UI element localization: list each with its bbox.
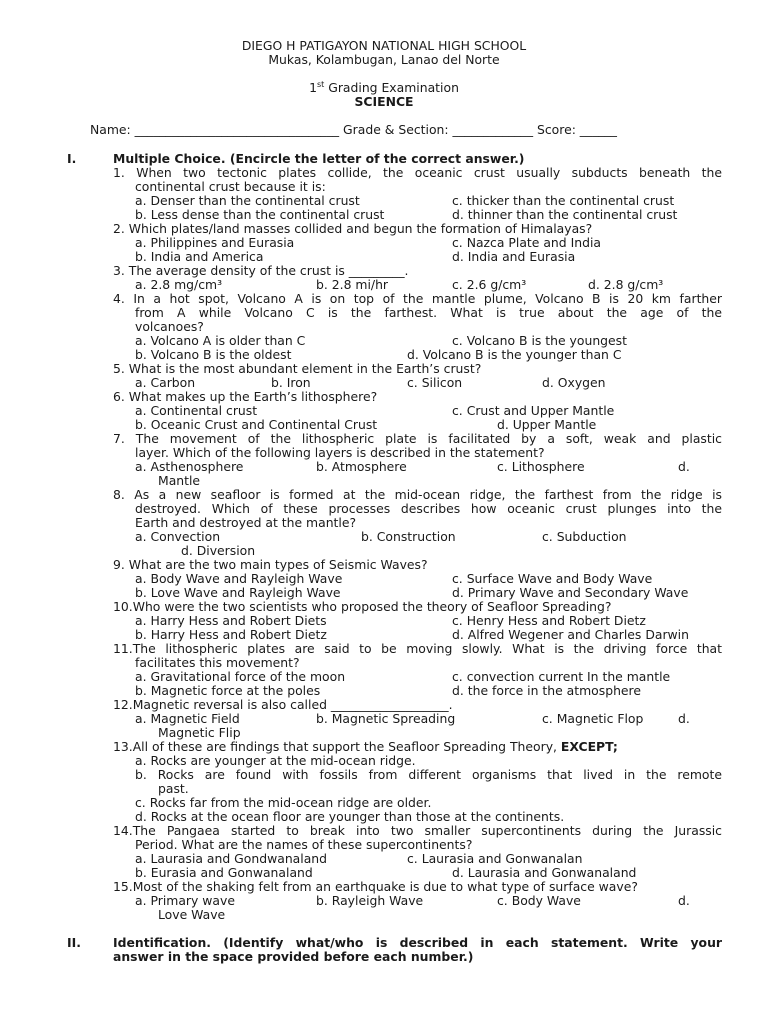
q8-text-line2: destroyed. Which of these processes describes how oceanic crust plunges into the bbox=[135, 501, 722, 516]
q15-choice-d-text[interactable]: Love Wave bbox=[158, 907, 226, 922]
q13-choice-b[interactable]: b. Rocks are found with fossils from different organisms that lived in the remote bbox=[135, 767, 722, 782]
q8-text-line3: Earth and destroyed at the mantle? bbox=[135, 515, 357, 530]
part1-numeral: I. bbox=[67, 151, 77, 166]
q12-choice-c[interactable]: c. Magnetic Flop bbox=[542, 711, 644, 726]
q12-choice-d-text[interactable]: Magnetic Flip bbox=[158, 725, 241, 740]
q1-text-line1: 1. When two tectonic plates collide, the oceanic crust usually subducts beneath the bbox=[113, 165, 722, 180]
q5-text-line1: 5. What is the most abundant element in the Earth’s crust? bbox=[113, 361, 482, 376]
q15-text-line1: 15.Most of the shaking felt from an earthquake is due to what type of surface wave? bbox=[113, 879, 638, 894]
q7-text-line2: layer. Which of the following layers is described in the statement? bbox=[135, 445, 545, 460]
q6-choice-d[interactable]: d. Upper Mantle bbox=[497, 417, 597, 432]
q10-text-line1: 10.Who were the two scientists who proposed the theory of Seafloor Spreading? bbox=[113, 599, 612, 614]
q5-choice-b[interactable]: b. Iron bbox=[271, 375, 311, 390]
q2-choice-c[interactable]: c. Nazca Plate and India bbox=[452, 235, 601, 250]
q7-choice-a[interactable]: a. Asthenosphere bbox=[135, 459, 244, 474]
q14-choice-b[interactable]: b. Eurasia and Gonwanaland bbox=[135, 865, 313, 880]
q4-choice-a[interactable]: a. Volcano A is older than C bbox=[135, 333, 306, 348]
q13-except-label: EXCEPT; bbox=[560, 739, 618, 754]
q13-choice-a[interactable]: a. Rocks are younger at the mid-ocean ridge. bbox=[135, 753, 416, 768]
q15-choice-d[interactable]: d. bbox=[678, 893, 690, 908]
q6-choice-a[interactable]: a. Continental crust bbox=[135, 403, 258, 418]
q11-choice-a[interactable]: a. Gravitational force of the moon bbox=[135, 669, 346, 684]
q2-choice-a[interactable]: a. Philippines and Eurasia bbox=[135, 235, 295, 250]
q13-text-line1 bbox=[113, 740, 618, 754]
q14-choice-c[interactable]: c. Laurasia and Gonwanalan bbox=[407, 851, 583, 866]
q2-choice-b[interactable]: b. India and America bbox=[135, 249, 264, 264]
subject-title: SCIENCE bbox=[354, 94, 414, 109]
q4-text-line3: volcanoes? bbox=[135, 319, 204, 334]
q9-choice-b[interactable]: b. Love Wave and Rayleigh Wave bbox=[135, 585, 341, 600]
q11-text-line1: 11.The lithospheric plates are said to be moving slowly. What is the driving force that bbox=[113, 641, 722, 656]
q14-choice-a[interactable]: a. Laurasia and Gondwanaland bbox=[135, 851, 328, 866]
q12-choice-b[interactable]: b. Magnetic Spreading bbox=[316, 711, 456, 726]
part1-heading: Multiple Choice. (Encircle the letter of the correct answer.) bbox=[113, 151, 525, 166]
part2-heading-line2: answer in the space provided before each number.) bbox=[113, 949, 474, 964]
exam-ordinal: 1 bbox=[309, 80, 317, 95]
q1-choice-d[interactable]: d. thinner than the continental crust bbox=[452, 207, 678, 222]
q7-text-line1: 7. The movement of the lithospheric plate is facilitated by a soft, weak and plastic bbox=[113, 431, 722, 446]
q10-choice-a[interactable]: a. Harry Hess and Robert Diets bbox=[135, 613, 327, 628]
q8-choice-d[interactable]: d. Diversion bbox=[181, 543, 256, 558]
q4-choice-b[interactable]: b. Volcano B is the oldest bbox=[135, 347, 292, 362]
q13-choice-d[interactable]: d. Rocks at the ocean floor are younger than those at the continents. bbox=[135, 809, 565, 824]
q11-choice-b[interactable]: b. Magnetic force at the poles bbox=[135, 683, 321, 698]
q12-choice-d[interactable]: d. bbox=[678, 711, 690, 726]
q3-choice-c[interactable]: c. 2.6 g/cm³ bbox=[452, 277, 527, 292]
q9-text-line1: 9. What are the two main types of Seismic Waves? bbox=[113, 557, 428, 572]
q10-choice-d[interactable]: d. Alfred Wegener and Charles Darwin bbox=[452, 627, 689, 642]
school-address: Mukas, Kolambugan, Lanao del Norte bbox=[268, 52, 500, 67]
q1-choice-b[interactable]: b. Less dense than the continental crust bbox=[135, 207, 385, 222]
q9-choice-a[interactable]: a. Body Wave and Rayleigh Wave bbox=[135, 571, 343, 586]
q1-text-line2: continental crust because it is: bbox=[135, 179, 326, 194]
q3-choice-b[interactable]: b. 2.8 mi/hr bbox=[316, 277, 389, 292]
q6-choice-b[interactable]: b. Oceanic Crust and Continental Crust bbox=[135, 417, 378, 432]
q9-choice-c[interactable]: c. Surface Wave and Body Wave bbox=[452, 571, 653, 586]
q6-text-line1: 6. What makes up the Earth’s lithosphere? bbox=[113, 389, 378, 404]
q2-text-line1: 2. Which plates/land masses collided and begun the formation of Himalayas? bbox=[113, 221, 593, 236]
q1-choice-a[interactable]: a. Denser than the continental crust bbox=[135, 193, 360, 208]
q11-choice-d[interactable]: d. the force in the atmosphere bbox=[452, 683, 642, 698]
q7-choice-c[interactable]: c. Lithosphere bbox=[497, 459, 585, 474]
q14-text-line1: 14.The Pangaea started to break into two smaller supercontinents during the Jurassic bbox=[113, 823, 722, 838]
q9-choice-d[interactable]: d. Primary Wave and Secondary Wave bbox=[452, 585, 689, 600]
q15-choice-a[interactable]: a. Primary wave bbox=[135, 893, 235, 908]
q7-choice-d[interactable]: d. bbox=[678, 459, 690, 474]
q7-choice-d-text[interactable]: Mantle bbox=[158, 473, 201, 488]
q12-choice-a[interactable]: a. Magnetic Field bbox=[135, 711, 240, 726]
q5-choice-a[interactable]: a. Carbon bbox=[135, 375, 196, 390]
q13-choice-c[interactable]: c. Rocks far from the mid-ocean ridge are older. bbox=[135, 795, 432, 810]
q8-choice-a[interactable]: a. Convection bbox=[135, 529, 221, 544]
q11-text-line2: facilitates this movement? bbox=[135, 655, 300, 670]
exam-title bbox=[0, 81, 768, 95]
q3-choice-d[interactable]: d. 2.8 g/cm³ bbox=[588, 277, 664, 292]
part2-numeral: II. bbox=[67, 935, 81, 950]
q10-choice-b[interactable]: b. Harry Hess and Robert Dietz bbox=[135, 627, 327, 642]
exam-ordinal-suffix: st bbox=[316, 79, 325, 89]
q1-choice-c[interactable]: c. thicker than the continental crust bbox=[452, 193, 675, 208]
q4-text-line2: from A while Volcano C is the farthest. What is true about the age of the bbox=[135, 305, 722, 320]
q8-text-line1: 8. As a new seafloor is formed at the mid-ocean ridge, the farthest from the ridge is bbox=[113, 487, 722, 502]
q13-choice-b-cont[interactable]: past. bbox=[158, 781, 189, 796]
q6-choice-c[interactable]: c. Crust and Upper Mantle bbox=[452, 403, 615, 418]
q4-text-line1: 4. In a hot spot, Volcano A is on top of the mantle plume, Volcano B is 20 km farther bbox=[113, 291, 722, 306]
q11-choice-c[interactable]: c. convection current In the mantle bbox=[452, 669, 671, 684]
q8-choice-b[interactable]: b. Construction bbox=[361, 529, 456, 544]
q5-choice-c[interactable]: c. Silicon bbox=[407, 375, 463, 390]
exam-title-text: Grading Examination bbox=[324, 80, 459, 95]
q8-choice-c[interactable]: c. Subduction bbox=[542, 529, 627, 544]
q3-choice-a[interactable]: a. 2.8 mg/cm³ bbox=[135, 277, 223, 292]
q4-choice-d[interactable]: d. Volcano B is the younger than C bbox=[407, 347, 622, 362]
q10-choice-c[interactable]: c. Henry Hess and Robert Dietz bbox=[452, 613, 646, 628]
q13-text-main: 13.All of these are findings that support the Seafloor Spreading Theory, bbox=[113, 739, 561, 754]
q15-choice-c[interactable]: c. Body Wave bbox=[497, 893, 581, 908]
q2-choice-d[interactable]: d. India and Eurasia bbox=[452, 249, 576, 264]
q3-text-line1: 3. The average density of the crust is _________. bbox=[113, 263, 409, 278]
q14-choice-d[interactable]: d. Laurasia and Gonwanaland bbox=[452, 865, 637, 880]
q7-choice-b[interactable]: b. Atmosphere bbox=[316, 459, 407, 474]
student-info-line: Name: _________________________________ Grade & Section: _____________ Score: ______ bbox=[90, 122, 617, 137]
q15-choice-b[interactable]: b. Rayleigh Wave bbox=[316, 893, 424, 908]
school-name: DIEGO H PATIGAYON NATIONAL HIGH SCHOOL bbox=[241, 38, 527, 53]
q12-text-line1: 12.Magnetic reversal is also called ___________________. bbox=[113, 697, 453, 712]
q4-choice-c[interactable]: c. Volcano B is the youngest bbox=[452, 333, 627, 348]
part2-heading-line1: Identification. (Identify what/who is described in each statement. Write your bbox=[113, 935, 722, 950]
q14-text-line2: Period. What are the names of these supercontinents? bbox=[135, 837, 473, 852]
q5-choice-d[interactable]: d. Oxygen bbox=[542, 375, 606, 390]
